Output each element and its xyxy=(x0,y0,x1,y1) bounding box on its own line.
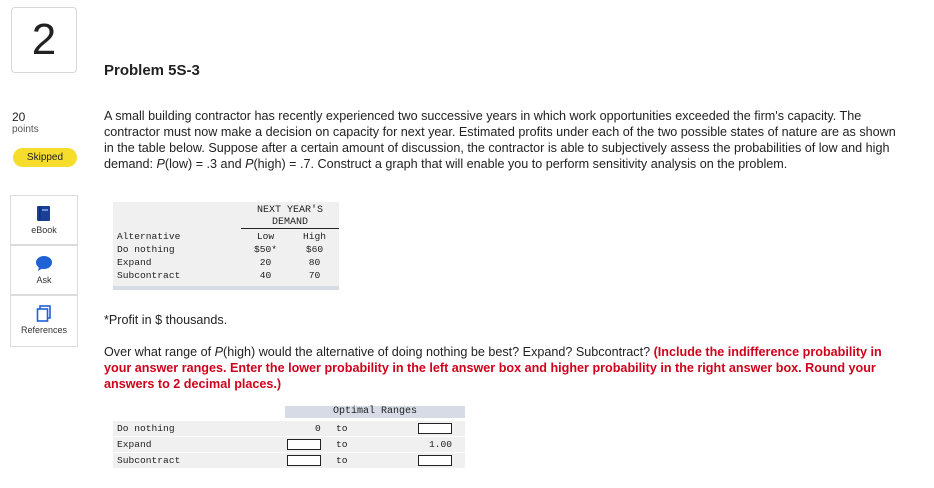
question-number: 2 xyxy=(11,7,77,73)
problem-title: Problem 5S-3 xyxy=(104,62,200,79)
row-subcontract-low: 40 xyxy=(259,270,272,281)
row-expand-high: 80 xyxy=(308,257,321,268)
answer-table-header: Optimal Ranges xyxy=(285,406,465,418)
answer-row-label: Expand xyxy=(117,439,152,450)
to-label: to xyxy=(336,439,348,450)
do-nothing-lower-value: 0 xyxy=(315,423,321,434)
points-value: 20 xyxy=(12,110,26,124)
group-header-line2: DEMAND xyxy=(271,217,308,228)
points-label: points xyxy=(12,124,39,135)
subcontract-upper-input[interactable] xyxy=(418,455,452,466)
row-expand-low: 20 xyxy=(259,257,272,268)
chat-bubble-icon xyxy=(35,254,53,272)
references-button[interactable] xyxy=(10,295,78,347)
ask-button[interactable] xyxy=(10,245,78,295)
answer-table xyxy=(113,406,465,468)
row-do-nothing-high: $60 xyxy=(305,244,324,255)
header-rule xyxy=(241,228,339,229)
to-label: to xyxy=(336,423,348,434)
group-header-line1: NEXT YEAR'S xyxy=(256,205,323,216)
answer-row-label: Do nothing xyxy=(117,423,175,434)
ebook-button[interactable] xyxy=(10,195,78,245)
footnote: *Profit in $ thousands. xyxy=(104,313,228,327)
copy-pages-icon xyxy=(36,304,52,322)
row-expand-label: Expand xyxy=(117,257,152,268)
expand-lower-input[interactable] xyxy=(287,439,321,450)
expand-upper-value: 1.00 xyxy=(429,439,453,450)
ebook-label: eBook xyxy=(31,225,57,235)
subcontract-lower-input[interactable] xyxy=(287,455,321,466)
column-header-alternative: Alternative xyxy=(117,231,181,242)
ask-label: Ask xyxy=(36,275,52,285)
row-do-nothing-low: $50* xyxy=(253,244,278,255)
answer-row-do-nothing xyxy=(113,421,465,436)
answer-row-label: Subcontract xyxy=(117,455,181,466)
question-text: Over what range of P(high) would the alternative of doing nothing be best? Expand? Subcontract? (Include the indifference probability in your answer ranges. Enter the lower probability in the left answer box and higher probability in the right answer box. Round your answers to 2 decimal places.) xyxy=(104,345,882,391)
row-subcontract-label: Subcontract xyxy=(117,270,181,281)
payoff-table xyxy=(113,202,339,290)
table-bottom-bar xyxy=(113,286,339,290)
column-header-high: High xyxy=(302,231,327,242)
row-do-nothing-label: Do nothing xyxy=(117,244,175,255)
column-header-low: Low xyxy=(256,231,275,242)
instruction-text: (Include the indifference probability in your answer ranges. Enter the lower probability in the left answer box and higher probability in the right answer box. Round your answers to 2 decimal places.) xyxy=(104,345,882,391)
status-badge: Skipped xyxy=(13,148,77,167)
references-label: References xyxy=(20,325,68,335)
book-icon xyxy=(36,204,52,222)
to-label: to xyxy=(336,455,348,466)
problem-description: A small building contractor has recently experienced two successive years in which work opportunities exceeded the firm's capacity. The contractor must now make a decision on capacity for next year. Estimated profits under each of the two possible states of nature are as shown in the table below. Suppose after a certain amount of discussion, the contractor is able to subjectively assess the probabilities of low and high demand: P(low) = .3 and P(high) = .7. Construct a graph that will enable you to perform sensitivity analysis on the problem. xyxy=(104,109,896,171)
row-subcontract-high: 70 xyxy=(308,270,321,281)
answer-row-subcontract xyxy=(113,453,465,468)
answer-row-expand xyxy=(113,437,465,452)
do-nothing-upper-input[interactable] xyxy=(418,423,452,434)
